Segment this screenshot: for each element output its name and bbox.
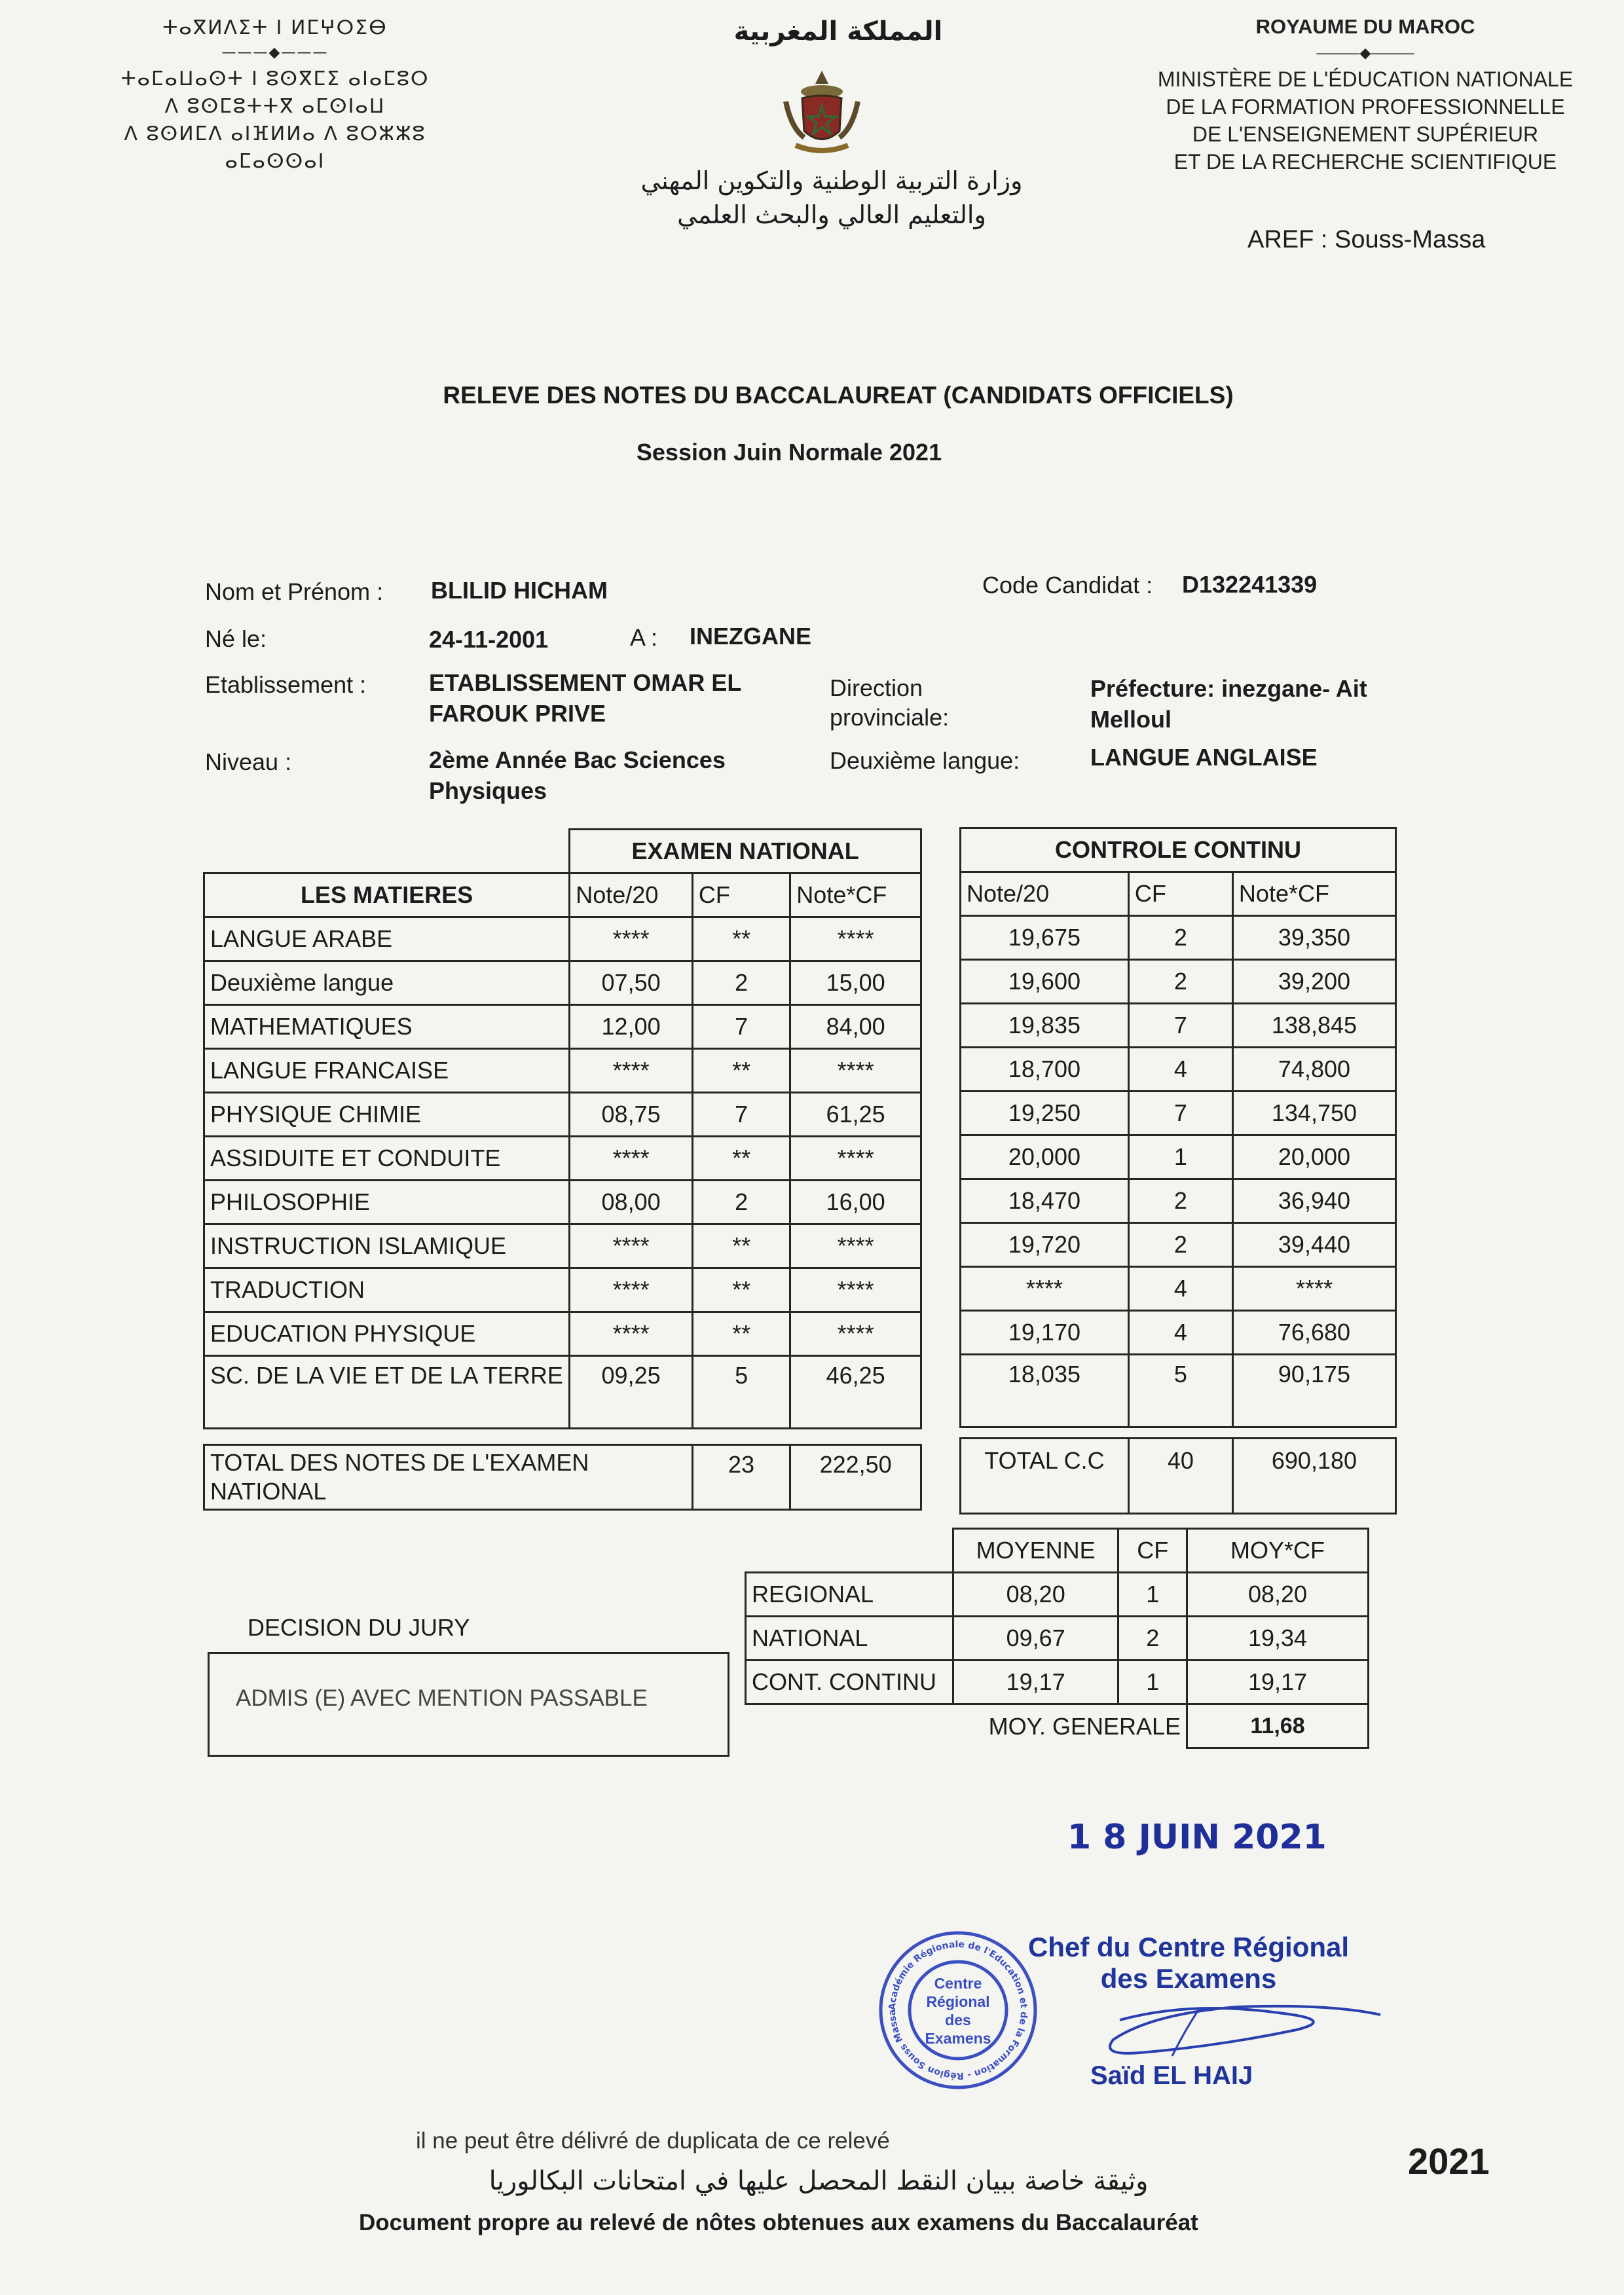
national-total-cf: 23 [692, 1445, 790, 1510]
subject-name: MATHEMATIQUES [204, 1005, 570, 1049]
school-name: ETABLISSEMENT OMAR EL FAROUK PRIVE [429, 669, 741, 727]
average-moyenne: 19,17 [953, 1661, 1118, 1704]
name-label: Nom et Prénom : [205, 578, 384, 605]
continuous-notecf: 39,200 [1232, 960, 1395, 1004]
coat-of-arms-icon [773, 65, 871, 160]
ministry-line: MINISTÈRE DE L'ÉDUCATION NATIONALE [1157, 67, 1574, 91]
national-notecf: 84,00 [790, 1005, 921, 1049]
notecf-column-header: Note*CF [790, 873, 921, 917]
national-note: **** [570, 1137, 693, 1181]
grade-row [204, 1137, 921, 1181]
average-row [746, 1661, 1369, 1704]
continuous-cf: 7 [1128, 1004, 1232, 1048]
place-label: A : [630, 624, 658, 651]
continuous-note: 18,470 [961, 1179, 1129, 1223]
seal-inner-line: Régional [926, 1993, 990, 2010]
national-note: 09,25 [570, 1356, 693, 1429]
grade-row [204, 1005, 921, 1049]
note-column-header: Note/20 [961, 872, 1129, 916]
national-cf: 7 [692, 1005, 790, 1049]
national-cf: 2 [692, 1181, 790, 1224]
continuous-cf: 4 [1128, 1048, 1232, 1092]
national-note: 08,75 [570, 1093, 693, 1137]
subject-name: PHYSIQUE CHIMIE [204, 1093, 570, 1137]
continuous-notecf: 76,680 [1232, 1311, 1395, 1355]
averages-table [745, 1528, 1369, 1749]
date-stamp: 1 8 JUIN 2021 [1067, 1818, 1327, 1857]
continuous-notecf: 134,750 [1232, 1092, 1395, 1135]
average-label: NATIONAL [746, 1617, 953, 1661]
national-exam-table [203, 828, 922, 1429]
birth-place: INEZGANE [690, 623, 812, 650]
continuous-notecf: 36,940 [1232, 1179, 1395, 1223]
continuous-notecf: 138,845 [1232, 1004, 1395, 1048]
national-cf: ** [692, 1224, 790, 1268]
aref-label: AREF : Souss-Massa [1247, 226, 1486, 253]
level-value: 2ème Année Bac Sciences Physiques [429, 746, 726, 804]
average-label: CONT. CONTINU [746, 1661, 953, 1704]
cf-column-header: CF [692, 873, 790, 917]
average-cf: 1 [1118, 1573, 1187, 1617]
continuous-note: 19,600 [961, 960, 1129, 1004]
national-total-table [203, 1444, 922, 1511]
continuous-notecf: 90,175 [1232, 1355, 1395, 1427]
average-label: REGIONAL [746, 1573, 953, 1617]
spacer-cell [204, 830, 570, 873]
continuous-note: 19,675 [961, 916, 1129, 960]
moycf-column-header: MOY*CF [1187, 1529, 1369, 1573]
official-seal [876, 1928, 1040, 2092]
continuous-note: 19,720 [961, 1223, 1129, 1267]
national-note: 08,00 [570, 1181, 693, 1224]
continuous-control-table [959, 827, 1397, 1428]
decision-label: DECISION DU JURY [248, 1614, 470, 1641]
average-row [746, 1617, 1369, 1661]
national-cf: ** [692, 1268, 790, 1312]
national-notecf: **** [790, 1312, 921, 1356]
subject-name: Deuxième langue [204, 961, 570, 1005]
national-notecf: **** [790, 1224, 921, 1268]
subject-name: LANGUE FRANCAISE [204, 1049, 570, 1093]
moyenne-column-header: MOYENNE [953, 1529, 1118, 1573]
continuous-row [961, 1355, 1396, 1427]
signatory-title-line: des Examens [1100, 1963, 1277, 1994]
national-cf: 5 [692, 1356, 790, 1429]
national-notecf: 16,00 [790, 1181, 921, 1224]
cf-column-header: CF [1128, 872, 1232, 916]
national-cf: ** [692, 1312, 790, 1356]
continuous-notecf: **** [1232, 1267, 1395, 1311]
birth-label: Né le: [205, 625, 267, 652]
signature-icon [1022, 1974, 1388, 2072]
divider: ———◆——— [1316, 45, 1414, 61]
grade-row [204, 1356, 921, 1429]
seal-inner-line: Examens [925, 2030, 991, 2047]
subject-name: SC. DE LA VIE ET DE LA TERRE [204, 1356, 570, 1429]
candidate-name: BLILID HICHAM [431, 577, 608, 604]
continuous-row [961, 1048, 1396, 1092]
continuous-cf: 7 [1128, 1092, 1232, 1135]
continuous-total-label: TOTAL C.C [961, 1439, 1129, 1514]
continuous-notecf: 39,440 [1232, 1223, 1395, 1267]
grade-row [204, 961, 921, 1005]
subject-name: LANGUE ARABE [204, 917, 570, 961]
subject-name: EDUCATION PHYSIQUE [204, 1312, 570, 1356]
ministry-line: ET DE LA RECHERCHE SCIENTIFIQUE [1173, 150, 1557, 174]
continuous-notecf: 39,350 [1232, 916, 1395, 960]
national-notecf: **** [790, 1137, 921, 1181]
national-note: **** [570, 1312, 693, 1356]
grade-row [204, 917, 921, 961]
continuous-cf: 2 [1128, 960, 1232, 1004]
continuous-row [961, 1267, 1396, 1311]
continuous-note: **** [961, 1267, 1129, 1311]
continuous-total-value: 690,180 [1232, 1439, 1395, 1514]
footer-year: 2021 [1408, 2140, 1490, 2182]
national-total-value: 222,50 [790, 1445, 921, 1510]
continuous-note: 19,250 [961, 1092, 1129, 1135]
national-note: 07,50 [570, 961, 693, 1005]
arabic-ministry-line: وزارة التربية الوطنية والتكوين المهني [640, 166, 1023, 195]
arabic-kingdom: المملكة المغربية [733, 16, 943, 46]
continuous-total-cf: 40 [1128, 1439, 1232, 1514]
national-cf: ** [692, 917, 790, 961]
footer-arabic: وثيقة خاصة ببيان النقط المحصل عليها في امتحانات البكالوريا [489, 2166, 1149, 2196]
footer-document-note: Document propre au relevé de nôtes obtenues aux examens du Baccalauréat [359, 2210, 1198, 2235]
birth-date: 24-11-2001 [429, 626, 549, 653]
continuous-row [961, 1092, 1396, 1135]
candidate-code: D132241339 [1182, 571, 1318, 598]
seal-inner-line: Centre [934, 1975, 982, 1992]
spacer-cell [746, 1704, 953, 1748]
continuous-row [961, 1004, 1396, 1048]
continuous-row [961, 1179, 1396, 1223]
continuous-notecf: 74,800 [1232, 1048, 1395, 1092]
seal-inner-text [909, 1974, 1007, 2047]
signer-name: Saïd EL HAIJ [1090, 2061, 1253, 2090]
average-cf: 2 [1118, 1617, 1187, 1661]
national-cf: ** [692, 1049, 790, 1093]
decision-value: ADMIS (E) AVEC MENTION PASSABLE [208, 1652, 729, 1757]
school-label: Etablissement : [205, 671, 367, 698]
national-notecf: **** [790, 917, 921, 961]
average-row [746, 1573, 1369, 1617]
subject-name: PHILOSOPHIE [204, 1181, 570, 1224]
direction-value: Préfecture: inezgane- Ait Melloul [1090, 675, 1367, 733]
continuous-cf: 4 [1128, 1267, 1232, 1311]
national-note: **** [570, 917, 693, 961]
average-moycf: 19,17 [1187, 1661, 1369, 1704]
continuous-row [961, 916, 1396, 960]
national-notecf: 15,00 [790, 961, 921, 1005]
continuous-notecf: 20,000 [1232, 1135, 1395, 1179]
notecf-column-header: Note*CF [1232, 872, 1395, 916]
tifinagh-header [92, 14, 458, 175]
national-note: **** [570, 1049, 693, 1093]
tifinagh-line: ⴷ ⵓⵙⵍⵎⴷ ⴰⵏⴼⵍⵍⴰ ⴷ ⵓⵔⵣⵣⵓ ⴰⵎⴰⵙⵙⴰⵏ [124, 122, 426, 173]
spacer-cell [746, 1529, 953, 1573]
continuous-note: 19,170 [961, 1311, 1129, 1355]
subject-name: ASSIDUITE ET CONDUITE [204, 1137, 570, 1181]
continuous-cf: 1 [1128, 1135, 1232, 1179]
continuous-note: 19,835 [961, 1004, 1129, 1048]
document-title: RELEVE DES NOTES DU BACCALAUREAT (CANDIDATS OFFICIELS) [443, 382, 1234, 409]
national-note: **** [570, 1224, 693, 1268]
ministry-header [1153, 13, 1578, 175]
grade-row [204, 1268, 921, 1312]
national-note: 12,00 [570, 1005, 693, 1049]
subject-name: TRADUCTION [204, 1268, 570, 1312]
continuous-total-table [959, 1437, 1397, 1515]
national-notecf: **** [790, 1049, 921, 1093]
national-notecf: **** [790, 1268, 921, 1312]
arabic-ministry-line: والتعليم العالي والبحث العلمي [677, 200, 986, 229]
continuous-control-header: CONTROLE CONTINU [961, 828, 1396, 872]
general-average-value: 11,68 [1187, 1704, 1369, 1748]
national-cf: ** [692, 1137, 790, 1181]
continuous-cf: 5 [1128, 1355, 1232, 1427]
continuous-cf: 2 [1128, 916, 1232, 960]
direction-label: Direction provinciale: [830, 674, 950, 731]
continuous-cf: 2 [1128, 1179, 1232, 1223]
average-moyenne: 08,20 [953, 1573, 1118, 1617]
grade-row [204, 1312, 921, 1356]
code-label: Code Candidat : [982, 572, 1153, 598]
ministry-line: DE L'ENSEIGNEMENT SUPÉRIEUR [1192, 122, 1539, 146]
subject-name: INSTRUCTION ISLAMIQUE [204, 1224, 570, 1268]
session-label: Session Juin Normale 2021 [636, 439, 942, 466]
second-language-label: Deuxième langue: [830, 747, 1020, 774]
national-total-label: TOTAL DES NOTES DE L'EXAMEN NATIONAL [204, 1445, 693, 1510]
national-exam-header: EXAMEN NATIONAL [570, 830, 921, 873]
continuous-row [961, 1223, 1396, 1267]
continuous-cf: 4 [1128, 1311, 1232, 1355]
national-notecf: 61,25 [790, 1093, 921, 1137]
kingdom-label: ROYAUME DU MAROC [1255, 15, 1475, 38]
second-language-value: LANGUE ANGLAISE [1090, 744, 1318, 771]
national-cf: 2 [692, 961, 790, 1005]
seal-ring-path: Académie Régionale de l'Education et de la Formation - Région Souss Massa [887, 1939, 1029, 2082]
subjects-header: LES MATIERES [204, 873, 570, 917]
national-notecf: 46,25 [790, 1356, 921, 1429]
grade-row [204, 1224, 921, 1268]
average-moycf: 19,34 [1187, 1617, 1369, 1661]
grade-row [204, 1181, 921, 1224]
continuous-note: 18,700 [961, 1048, 1129, 1092]
continuous-note: 20,000 [961, 1135, 1129, 1179]
continuous-cf: 2 [1128, 1223, 1232, 1267]
duplicate-notice: il ne peut être délivré de duplicata de ce relevé [416, 2128, 890, 2154]
level-label: Niveau : [205, 748, 292, 775]
national-cf: 7 [692, 1093, 790, 1137]
continuous-row [961, 1135, 1396, 1179]
continuous-row [961, 960, 1396, 1004]
continuous-note: 18,035 [961, 1355, 1129, 1427]
general-average-label: MOY. GENERALE [988, 1712, 1181, 1740]
divider: ———◆——— [221, 45, 329, 61]
continuous-row [961, 1311, 1396, 1355]
note-column-header: Note/20 [570, 873, 693, 917]
average-cf: 1 [1118, 1661, 1187, 1704]
average-moyenne: 09,67 [953, 1617, 1118, 1661]
average-moycf: 08,20 [1187, 1573, 1369, 1617]
national-note: **** [570, 1268, 693, 1312]
ministry-line: DE LA FORMATION PROFESSIONNELLE [1166, 95, 1565, 119]
cf-column-header: CF [1118, 1529, 1187, 1573]
seal-inner-line: des [945, 2011, 971, 2029]
tifinagh-line: ⴷ ⵓⵙⵎⵓⵜⵜⴳ ⴰⵎⵙⵏⴰⵡ [164, 95, 386, 118]
grade-row [204, 1093, 921, 1137]
tifinagh-line: ⵜⴰⵎⴰⵡⴰⵙⵜ ⵏ ⵓⵙⴳⵎⵉ ⴰⵏⴰⵎⵓⵔ [120, 67, 430, 90]
arabic-ministry [563, 164, 1100, 232]
signatory-title-line: Chef du Centre Régional [1027, 1932, 1350, 1962]
grade-row [204, 1049, 921, 1093]
tifinagh-line: ⵜⴰⴳⵍⴷⵉⵜ ⵏ ⵍⵎⵖⵔⵉⴱ [162, 16, 388, 39]
